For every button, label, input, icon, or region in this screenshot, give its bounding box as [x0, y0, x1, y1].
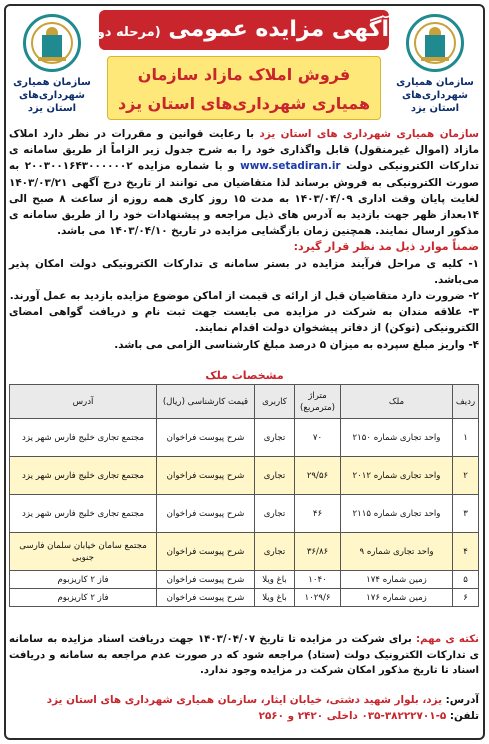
- setad-link[interactable]: www.setadiran.ir: [240, 160, 341, 173]
- table-row: [10, 419, 479, 457]
- cell-usage: تجاری: [255, 495, 295, 533]
- cell-row-number: ۱: [453, 419, 479, 457]
- cell-property: واحد تجاری شماره ۲۱۱۵: [341, 495, 453, 533]
- logo-caption-line2: شهرداری‌های: [19, 90, 85, 101]
- header-property: ملک: [341, 385, 453, 419]
- condition-item: ۴- واریز مبلغ سپرده به میزان ۵ درصد مبلغ کارشناسی الزامی می باشد.: [114, 338, 479, 351]
- phone-line: [9, 708, 479, 724]
- header-usage: کاربری: [255, 385, 295, 419]
- cell-row-number: ۴: [453, 533, 479, 571]
- header-price: قیمت کارشناسی (ریال): [157, 385, 255, 419]
- cell-property: واحد تجاری شماره ۲۱۵۰: [341, 419, 453, 457]
- cell-usage: تجاری: [255, 457, 295, 495]
- address-label: آدرس:: [445, 694, 479, 706]
- cell-address: فاز ۲ کاریزبوم: [10, 571, 157, 589]
- logo-caption: [10, 76, 94, 115]
- org-name: سازمان همیاری شهرداری های استان یزد: [259, 128, 479, 140]
- cell-area: ۷۰: [295, 419, 341, 457]
- cell-usage: باغ ویلا: [255, 589, 295, 607]
- intro-text: [9, 126, 479, 353]
- logo-caption-line2: شهرداری‌های: [402, 90, 468, 101]
- intro-part2: و با شماره مزایده ۲۰۰۳۰۰۱۶۴۳۰۰۰۰۰۰۲ به صورت الکترونیکی به فروش برساند لذا متقاضیان می توانند از تاریخ درج آگهی ۱۴۰۳/۰۳/۲۱ لغایت پایان وقت اداری ۱۴۰۳/۰۴/۰۹ به مدت ۱۵ روز کاری همه روزه از ساعت ۸ صبح الی ۱۴بعداز ظهر جهت بازدید به آدرس های ذیل مراجعه و پیشنهادات خود را از طریق سامانه ی مذکور ارسال نمایند. همچنین زمان بازگشایی مزایده در تاریخ ۱۴۰۳/۰۴/۱۰ می باشد.: [9, 160, 479, 238]
- note-label: نکته ی مهم:: [416, 634, 479, 645]
- table-row: [10, 495, 479, 533]
- ad-title: آگهی مزایده عمومی: [168, 17, 389, 42]
- properties-table: [9, 384, 479, 607]
- cell-price: شرح پیوست فراخوان: [157, 589, 255, 607]
- contact-footer: [9, 692, 479, 724]
- conditions-title: ضمناً موارد ذیل مد نظر قرار گیرد:: [293, 240, 479, 254]
- intro-paragraph: [9, 126, 479, 239]
- cell-area: ۴۶: [295, 495, 341, 533]
- cell-usage: تجاری: [255, 419, 295, 457]
- org-logo-right: [393, 14, 477, 118]
- cell-area: ۳۶/۸۶: [295, 533, 341, 571]
- cell-price: شرح پیوست فراخوان: [157, 419, 255, 457]
- intro-part1: با رعایت قوانین و مقررات در نظر دارد املاک مازاد (اموال غیرمنقول) قابل واگذاری خود را به شرح جدول زیر الزاماً از طریق سامانه ی تدارکات الکترونیکی دولت: [9, 128, 479, 173]
- subtitle-box: [107, 56, 381, 120]
- header-row-number: ردیف: [453, 385, 479, 419]
- ad-stage: (مرحله دوم): [81, 25, 161, 40]
- table-row: [10, 589, 479, 607]
- logo-caption: [393, 76, 477, 115]
- logo-caption-line3: استان یزد: [410, 103, 460, 114]
- org-logo-left: [10, 14, 94, 118]
- cell-price: شرح پیوست فراخوان: [157, 457, 255, 495]
- subtitle-line2: همیاری شهرداری‌های استان یزد: [117, 94, 371, 113]
- address-line: [9, 692, 479, 708]
- cell-address: مجتمع تجاری خلیج فارس شهر یزد: [10, 495, 157, 533]
- logo-caption-line1: سازمان همیاری: [396, 77, 474, 88]
- cell-area: ۱۰۴۰: [295, 571, 341, 589]
- cell-usage: باغ ویلا: [255, 571, 295, 589]
- condition-item: ۳- علاقه مندان به شرکت در مزایده می بایست جهت ثبت نام و دریافت گواهی امضای الکترونیکی (توکن) از دفاتر پیشخوان دولت اقدام نمایند.: [9, 306, 479, 335]
- subtitle-line1: فروش املاک مازاد سازمان: [137, 65, 351, 84]
- header: [8, 8, 481, 126]
- cell-address: مجتمع سامان خیابان سلمان فارسی جنوبی: [10, 533, 157, 571]
- logo-caption-line3: استان یزد: [27, 103, 77, 114]
- cell-property: واحد تجاری شماره ۹: [341, 533, 453, 571]
- cell-price: شرح پیوست فراخوان: [157, 495, 255, 533]
- cell-property: زمین شماره ۱۷۶: [341, 589, 453, 607]
- important-note: [9, 632, 479, 679]
- address-value: یزد، بلوار شهید دشتی، خیابان ایثار، سازمان همیاری شهرداری های استان یزد: [46, 694, 446, 706]
- cell-row-number: ۶: [453, 589, 479, 607]
- cell-area: ۲۹/۵۶: [295, 457, 341, 495]
- seal-icon: [23, 14, 81, 72]
- table-title: مشخصات ملک: [205, 369, 284, 382]
- cell-price: شرح پیوست فراخوان: [157, 571, 255, 589]
- condition-item: ۱- کلیه ی مراحل فرآیند مزایده در بستر سامانه ی تدارکات الکترونیکی دولت امکان پذیر می‌باشد.: [9, 257, 479, 286]
- cell-address: مجتمع تجاری خلیج فارس شهر یزد: [10, 457, 157, 495]
- seal-icon: [406, 14, 464, 72]
- phone-value: ۵-۳۸۲۲۲۷۰۱-۰۳۵ داخلی ۲۴۲۰ و ۲۵۶۰: [258, 710, 450, 722]
- cell-row-number: ۲: [453, 457, 479, 495]
- condition-item: ۲- ضرورت دارد متقاضیان قبل از ارائه ی قیمت از اماکن موضوع مزایده بازدید به عمل آورند.: [9, 290, 479, 303]
- cell-address: مجتمع تجاری خلیج فارس شهر یزد: [10, 419, 157, 457]
- cell-property: واحد تجاری شماره ۲۰۱۲: [341, 457, 453, 495]
- header-area: متراژ (مترمربع): [295, 385, 341, 419]
- table-header-row: [10, 385, 479, 419]
- table-row: [10, 533, 479, 571]
- cell-address: فاز ۲ کاریزبوم: [10, 589, 157, 607]
- title-banner: [81, 10, 389, 50]
- logo-caption-line1: سازمان همیاری: [13, 77, 91, 88]
- cell-row-number: ۳: [453, 495, 479, 533]
- cell-usage: تجاری: [255, 533, 295, 571]
- header-address: آدرس: [10, 385, 157, 419]
- cell-area: ۱۰۲۹/۶: [295, 589, 341, 607]
- phone-label: تلفن:: [449, 710, 479, 722]
- note-text: برای شرکت در مزایده تا تاریخ ۱۴۰۳/۰۴/۰۷ جهت دریافت اسناد مزایده به سامانه ی تدارکات الکترونیک دولت (ستاد) مراجعه شود که در صورت عدم مراجعه به سامانه و دریافت اسناد تا تاریخ مذکور امکان شرکت در مزایده وجود ندارد.: [9, 634, 479, 676]
- cell-row-number: ۵: [453, 571, 479, 589]
- table-row: [10, 457, 479, 495]
- cell-property: زمین شماره ۱۷۴: [341, 571, 453, 589]
- table-row: [10, 571, 479, 589]
- cell-price: شرح پیوست فراخوان: [157, 533, 255, 571]
